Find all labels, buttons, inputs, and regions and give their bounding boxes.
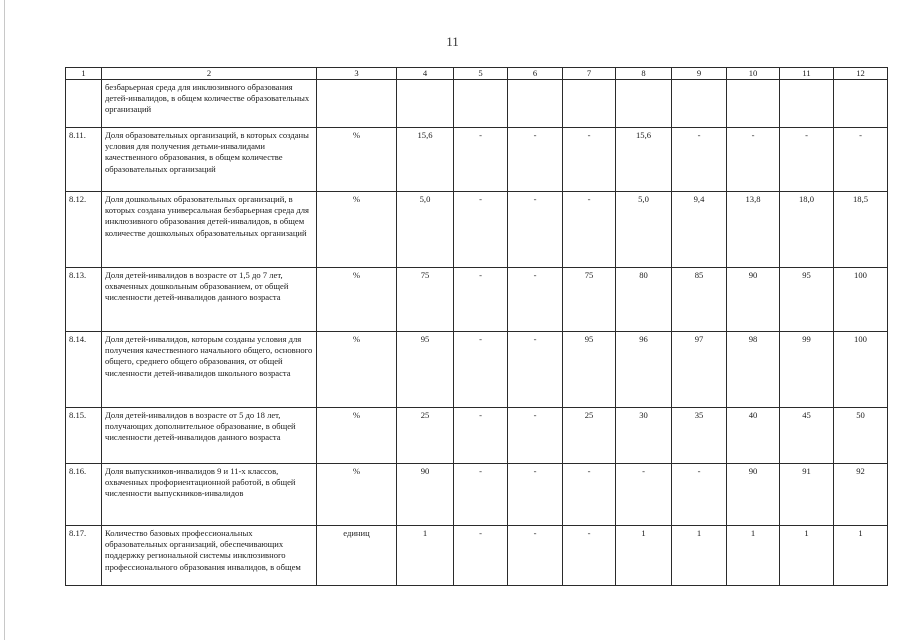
value-cell: 100 xyxy=(834,268,888,332)
header-cell: 5 xyxy=(454,68,508,80)
value-cell: 45 xyxy=(780,408,834,464)
indicator-description: Доля образовательных организаций, в которых созданы условия для получения детьми-инвалидами качественного образования, в общем количестве образовательных организаций xyxy=(102,128,317,192)
value-cell: - xyxy=(672,464,727,526)
unit-cell: % xyxy=(317,268,397,332)
value-cell: 1 xyxy=(672,526,727,586)
page-edge-line xyxy=(4,0,5,640)
value-cell: - xyxy=(508,192,563,268)
value-cell: 13,8 xyxy=(727,192,780,268)
value-cell: 96 xyxy=(616,332,672,408)
row-number: 8.15. xyxy=(66,408,102,464)
value-cell: - xyxy=(672,128,727,192)
header-cell: 6 xyxy=(508,68,563,80)
value-cell: 75 xyxy=(563,268,616,332)
table-row xyxy=(66,192,888,268)
unit-cell: % xyxy=(317,408,397,464)
indicator-description: Доля выпускников-инвалидов 9 и 11-х классов, охваченных профориентационной работой, в общей численности выпускников-инвалидов xyxy=(102,464,317,526)
value-cell: 75 xyxy=(397,268,454,332)
value-cell: 80 xyxy=(616,268,672,332)
indicator-description: Доля детей-инвалидов в возрасте от 1,5 до 7 лет, охваченных дошкольным образованием, от общей численности детей-инвалидов данного возраста xyxy=(102,268,317,332)
value-cell: - xyxy=(616,464,672,526)
value-cell: 9,4 xyxy=(672,192,727,268)
unit-cell: % xyxy=(317,464,397,526)
header-cell: 1 xyxy=(66,68,102,80)
table-header-row xyxy=(66,68,888,80)
value-cell: 25 xyxy=(563,408,616,464)
unit-cell xyxy=(317,80,397,128)
value-cell: - xyxy=(563,128,616,192)
header-cell: 9 xyxy=(672,68,727,80)
header-cell: 10 xyxy=(727,68,780,80)
value-cell: 85 xyxy=(672,268,727,332)
unit-cell: единиц xyxy=(317,526,397,586)
value-cell: 90 xyxy=(397,464,454,526)
value-cell: 15,6 xyxy=(397,128,454,192)
value-cell: 18,5 xyxy=(834,192,888,268)
page-number: 11 xyxy=(446,34,459,49)
value-cell: - xyxy=(508,268,563,332)
header-cell: 11 xyxy=(780,68,834,80)
table-row xyxy=(66,80,888,128)
value-cell: 25 xyxy=(397,408,454,464)
value-cell: - xyxy=(454,268,508,332)
value-cell: - xyxy=(508,128,563,192)
value-cell: - xyxy=(727,128,780,192)
value-cell xyxy=(397,80,454,128)
value-cell: - xyxy=(454,526,508,586)
unit-cell: % xyxy=(317,128,397,192)
value-cell: - xyxy=(508,526,563,586)
value-cell: 92 xyxy=(834,464,888,526)
value-cell: - xyxy=(508,408,563,464)
value-cell: 1 xyxy=(727,526,780,586)
value-cell: - xyxy=(563,192,616,268)
table-row xyxy=(66,464,888,526)
value-cell: 97 xyxy=(672,332,727,408)
header-cell: 3 xyxy=(317,68,397,80)
value-cell: 18,0 xyxy=(780,192,834,268)
header-cell: 8 xyxy=(616,68,672,80)
indicators-table xyxy=(65,67,888,586)
value-cell: 15,6 xyxy=(616,128,672,192)
value-cell: - xyxy=(780,128,834,192)
unit-cell: % xyxy=(317,192,397,268)
value-cell: 1 xyxy=(397,526,454,586)
value-cell: 1 xyxy=(780,526,834,586)
header-cell: 4 xyxy=(397,68,454,80)
value-cell: - xyxy=(454,464,508,526)
value-cell: - xyxy=(454,192,508,268)
value-cell: - xyxy=(834,128,888,192)
value-cell: 5,0 xyxy=(616,192,672,268)
value-cell: 99 xyxy=(780,332,834,408)
value-cell: 90 xyxy=(727,268,780,332)
row-number: 8.17. xyxy=(66,526,102,586)
row-number: 8.12. xyxy=(66,192,102,268)
value-cell xyxy=(672,80,727,128)
value-cell: 40 xyxy=(727,408,780,464)
row-number xyxy=(66,80,102,128)
table-row xyxy=(66,526,888,586)
table-row xyxy=(66,408,888,464)
row-number: 8.14. xyxy=(66,332,102,408)
header-cell: 12 xyxy=(834,68,888,80)
table-row xyxy=(66,332,888,408)
table-body xyxy=(66,68,888,586)
indicator-description: Количество базовых профессиональных образовательных организаций, обеспечивающих поддержку региональной системы инклюзивного профессионального образования инвалидов, в общем xyxy=(102,526,317,586)
value-cell xyxy=(563,80,616,128)
header-cell: 2 xyxy=(102,68,317,80)
value-cell: - xyxy=(454,128,508,192)
row-number: 8.13. xyxy=(66,268,102,332)
value-cell: - xyxy=(563,464,616,526)
value-cell: - xyxy=(563,526,616,586)
indicator-description: Доля детей-инвалидов в возрасте от 5 до 18 лет, получающих дополнительное образование, в общей численности детей-инвалидов данного возраста xyxy=(102,408,317,464)
indicator-description: Доля дошкольных образовательных организаций, в которых создана универсальная безбарьерная среда для инклюзивного образования детей-инвалидов, в общем количестве дошкольных образовательных организаций xyxy=(102,192,317,268)
value-cell: 100 xyxy=(834,332,888,408)
value-cell: - xyxy=(508,332,563,408)
table-row xyxy=(66,268,888,332)
value-cell: - xyxy=(508,464,563,526)
value-cell: 35 xyxy=(672,408,727,464)
value-cell xyxy=(780,80,834,128)
value-cell: 50 xyxy=(834,408,888,464)
value-cell: 5,0 xyxy=(397,192,454,268)
row-number: 8.16. xyxy=(66,464,102,526)
value-cell xyxy=(508,80,563,128)
indicator-description: безбарьерная среда для инклюзивного образования детей-инвалидов, в общем количестве образовательных организаций xyxy=(102,80,317,128)
value-cell: 95 xyxy=(780,268,834,332)
value-cell: - xyxy=(454,408,508,464)
value-cell: 1 xyxy=(834,526,888,586)
header-cell: 7 xyxy=(563,68,616,80)
value-cell: - xyxy=(454,332,508,408)
indicator-description: Доля детей-инвалидов, которым созданы условия для получения качественного начального общего, основного общего, среднего общего образования, от общей численности детей-инвалидов школьного возраста xyxy=(102,332,317,408)
table-row xyxy=(66,128,888,192)
value-cell: 30 xyxy=(616,408,672,464)
value-cell: 1 xyxy=(616,526,672,586)
value-cell xyxy=(727,80,780,128)
value-cell: 91 xyxy=(780,464,834,526)
value-cell: 95 xyxy=(563,332,616,408)
value-cell xyxy=(834,80,888,128)
value-cell: 90 xyxy=(727,464,780,526)
row-number: 8.11. xyxy=(66,128,102,192)
unit-cell: % xyxy=(317,332,397,408)
value-cell xyxy=(616,80,672,128)
value-cell: 98 xyxy=(727,332,780,408)
value-cell xyxy=(454,80,508,128)
value-cell: 95 xyxy=(397,332,454,408)
